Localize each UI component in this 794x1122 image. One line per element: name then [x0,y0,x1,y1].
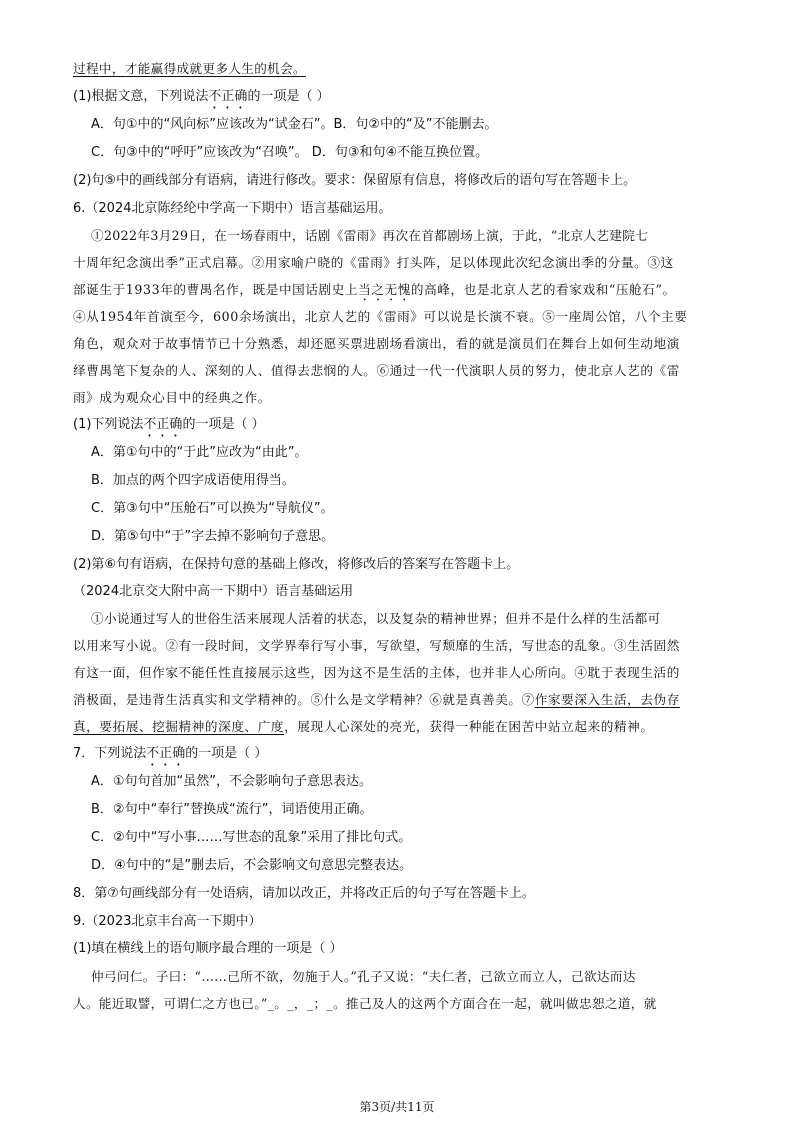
passage-line: 角色，观众对于故事情节已十分熟悉，却还愿买票进剧场看演出，看的就是演员们在舞台上如何生动地演 [73,336,680,351]
stem-text: (1)根据文意，下列说法 [73,89,209,104]
option-line: C．句③中的“呼吁”应该改为“召唤”。 D．句③和句④不能互换位置。 [91,145,489,160]
passage-text: 的高峰，也是北京人艺的看家戏和“压舱石”。 [410,282,676,297]
passage-line [73,691,680,709]
passage-text: ，展现人心深处的亮光，获得一种能在困苦中站立起来的精神。 [284,719,654,734]
passage-text: 部诞生于1933年的曹禺名作，既是中国话剧史上 [73,282,359,297]
stem-text: 的一项是（ ） [185,746,268,761]
question-1-stem [73,88,330,112]
option-line: A．句①中的“风向标”应该改为“试金石”。B．句②中的“及”不能删去。 [91,117,498,132]
underlined-sentence: 作家要深入生活，去伪存 [534,692,680,707]
passage-line [73,718,654,736]
stem-text: 7．下列说法 [73,746,147,761]
passage-line: 人。能近取譬，可谓仁之方也已。”_。_，_；_。推己及人的这两个方面合在一起，就叫做忠恕之道，就 [73,996,657,1011]
passage-line: ①2022年3月29日，在一场春雨中，话剧《雷雨》再次在首都剧场上演，于此，“北京人艺建院七 [91,228,649,243]
section-heading: （2024北京交大附中高一下期中）语言基础运用 [73,584,354,599]
option-d: D．④句中的“是”删去后，不会影响文句意思完整表达。 [91,858,413,873]
emphasis-idiom: 当之无愧 [358,282,411,297]
stem-text: 的一项是（ ） [182,417,265,432]
emphasis-not-correct: 不正确 [208,89,248,104]
option-c: C．②句中“写小事……写世态的乱象”采用了排比句式。 [91,830,412,845]
passage-line: 有这一面，但作家不能任性直接展示这些，因为这不是生活的主体，也并非人心所向。④耽于表现生活的 [73,665,680,680]
question-9-1-stem: (1)填在横线上的语句顺序最合理的一项是（ ） [73,941,343,956]
underlined-sentence: 真，要拓展、挖掘精神的深度、广度 [73,719,285,734]
passage-line: 雨》成为观众心目中的经典之作。 [73,390,271,405]
question-2-stem: (2)句⑤中的画线部分有语病，请进行修改。要求：保留原有信息，将修改后的语句写在答题卡上。 [73,173,637,188]
option-a: A．①句句首加“虽然”，不会影响句子意思表达。 [91,774,373,789]
option-d: D．第⑤句中“于”字去掉不影响句子意思。 [91,529,335,544]
question-7-stem [73,745,267,769]
question-6-2-stem: (2)第⑥句有语病，在保持句意的基础上修改，将修改后的答案写在答题卡上。 [73,557,520,572]
passage-line: 绎曹禺笔下复杂的人、深刻的人、值得去悲悯的人。⑥通过一代一代演职人员的努力，使北京人艺的《雷 [73,363,680,378]
passage-line: ④从1954年首演至今，600余场演出，北京人艺的《雷雨》可以说是长演不衰。⑤一座周公馆，八个主要 [73,309,688,324]
option-b: B．②句中“奉行”替换成“流行”，词语使用正确。 [91,802,373,817]
page-number: 第3页/共11页 [359,1100,435,1114]
emphasis-not-correct: 不正确 [143,417,183,432]
passage-line: 仲弓问仁。子曰：“……己所不欲，勿施于人。”孔子又说：“夫仁者，己欲立而立人，己欲达而达 [91,969,636,984]
option-a: A．第①句中的“于此”应改为“由此”。 [91,445,308,460]
question-6-1-stem [73,416,265,440]
passage-line [73,281,676,304]
option-b: B．加点的两个四字成语使用得当。 [91,473,295,488]
question-6-heading: 6.（2024北京陈经纶中学高一下期中）语言基础运用。 [73,201,392,216]
text-line-1: 过程中，才能赢得成就更多人生的机会。 [73,61,306,76]
passage-line: 十周年纪念演出季”正式启幕。②用家喻户晓的《雷雨》打头阵，足以体现此次纪念演出季的分量。③这 [73,255,674,270]
passage-text: 消极面，是违背生活真实和文学精神的。⑤什么是文学精神？⑥就是真善美。⑦ [73,692,535,707]
stem-text: 的一项是（ ） [247,89,330,104]
passage-line: 以用来写小说。②有一段时间，文学界奉行写小事，写欲望，写颓靡的生活，写世态的乱象。③生活固然 [73,638,680,653]
stem-text: (1)下列说法 [73,417,144,432]
question-8-stem: 8．第⑦句画线部分有一处语病，请加以改正，并将改正后的句子写在答题卡上。 [73,886,535,901]
question-9-heading: 9.（2023北京丰台高一下期中） [73,914,262,929]
option-c: C．第③句中“压舱石”可以换为“导航仪”。 [91,501,334,516]
passage-line: ①小说通过写人的世俗生活来展现人活着的状态，以及复杂的精神世界；但并不是什么样的生活都可 [91,611,661,626]
emphasis-not-correct: 不正确 [146,746,186,761]
